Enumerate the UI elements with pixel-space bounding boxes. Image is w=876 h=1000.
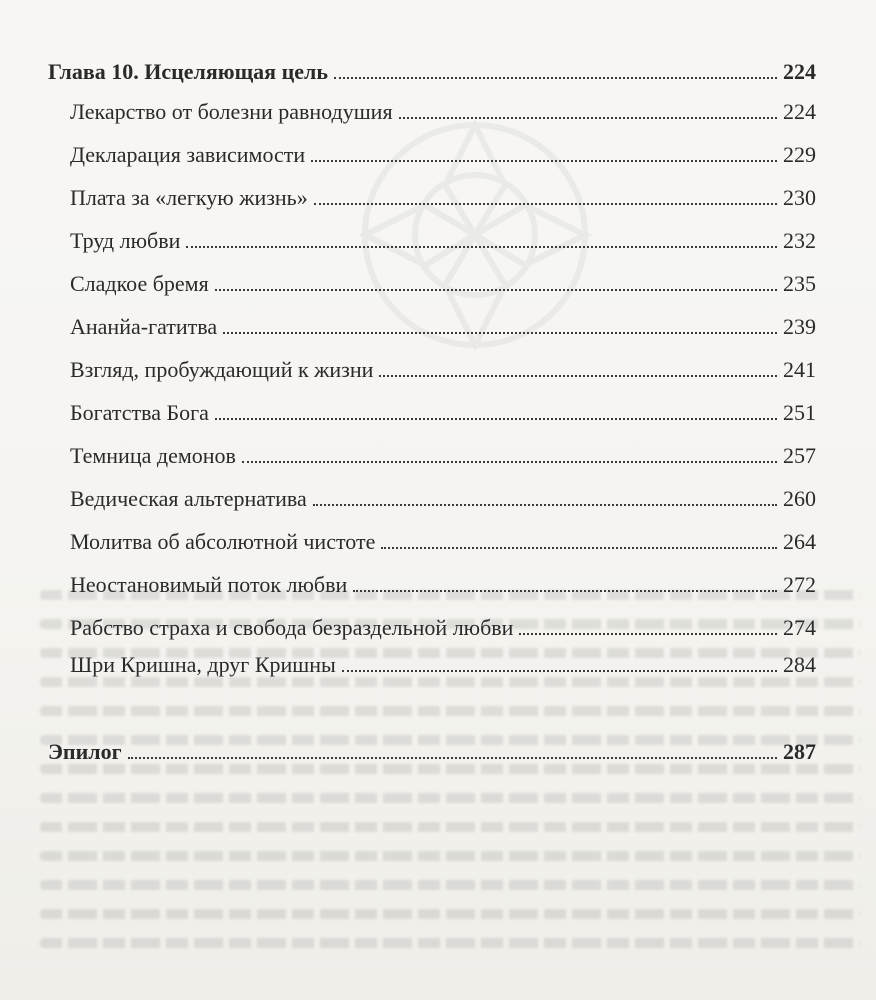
toc-leader-dots [128, 756, 777, 759]
toc-leader-dots [314, 202, 777, 205]
toc-leader-dots [519, 632, 777, 635]
toc-section[interactable] [70, 613, 816, 643]
toc-entry-title: Эпилог [48, 739, 122, 764]
toc-entry-title: Плата за «легкую жизнь» [70, 185, 308, 210]
toc-entry-title: Труд любви [70, 228, 181, 253]
toc-section[interactable] [70, 650, 816, 680]
toc-leader-dots [215, 417, 777, 420]
toc-page-number: 235 [783, 271, 816, 296]
toc-section[interactable] [70, 269, 816, 299]
toc-section[interactable] [70, 97, 816, 127]
toc-entry-title: Шри Кришна, друг Кришны [70, 652, 336, 677]
toc-leader-dots [223, 331, 777, 334]
toc-section[interactable] [70, 355, 816, 385]
toc-leader-dots [311, 159, 777, 162]
toc-page-number: 230 [783, 185, 816, 210]
toc-entry-title: Молитва об абсолютной чистоте [70, 529, 376, 554]
toc-section[interactable] [70, 183, 816, 213]
toc-page-number: 274 [783, 615, 816, 640]
toc-page-number: 229 [783, 142, 816, 167]
toc-entry-title: Рабство страха и свобода безраздельной любви [70, 615, 514, 640]
toc-leader-dots [379, 374, 777, 377]
toc-page-number: 260 [783, 486, 816, 511]
toc-entry-title: Взгляд, пробуждающий к жизни [70, 357, 374, 382]
toc-leader-dots [342, 669, 777, 672]
toc-page-number: 232 [783, 228, 816, 253]
toc-page-number: 224 [783, 99, 816, 124]
toc-entry-title: Сладкое бремя [70, 271, 209, 296]
toc-page-number: 287 [783, 739, 816, 764]
toc-leader-dots [334, 76, 777, 79]
toc-page-number: 264 [783, 529, 816, 554]
toc-entry-title: Богатства Бога [70, 400, 209, 425]
toc-page-number: 239 [783, 314, 816, 339]
toc-page-number: 224 [783, 59, 816, 84]
toc-chapter-10[interactable] [48, 57, 816, 87]
toc-page-number: 241 [783, 357, 816, 382]
toc-entry-title: Неостановимый поток любви [70, 572, 348, 597]
toc-page-number: 272 [783, 572, 816, 597]
toc-leader-dots [399, 116, 777, 119]
toc-leader-dots [186, 245, 777, 248]
toc-epilogue[interactable] [48, 737, 816, 767]
toc-entry-title: Темница демонов [70, 443, 236, 468]
toc-section[interactable] [70, 398, 816, 428]
toc-entry-title: Декларация зависимости [70, 142, 306, 167]
toc-section[interactable] [70, 312, 816, 342]
toc-leader-dots [242, 460, 777, 463]
toc-leader-dots [215, 288, 777, 291]
toc-entry-title: Глава 10. Исцеляющая цель [48, 59, 329, 84]
toc-page-number: 251 [783, 400, 816, 425]
toc-section[interactable] [70, 484, 816, 514]
toc-section[interactable] [70, 441, 816, 471]
toc-leader-dots [381, 546, 777, 549]
toc-section[interactable] [70, 140, 816, 170]
toc-section[interactable] [70, 570, 816, 600]
toc-entry-title: Лекарство от болезни равнодушия [70, 99, 393, 124]
toc-entry-title: Ведическая альтернатива [70, 486, 307, 511]
toc-page-number: 257 [783, 443, 816, 468]
toc-section[interactable] [70, 226, 816, 256]
toc-entry-title: Ананйа-гатитва [70, 314, 218, 339]
toc-leader-dots [313, 503, 777, 506]
toc-page-number: 284 [783, 652, 816, 677]
toc-leader-dots [353, 589, 777, 592]
toc-section[interactable] [70, 527, 816, 557]
